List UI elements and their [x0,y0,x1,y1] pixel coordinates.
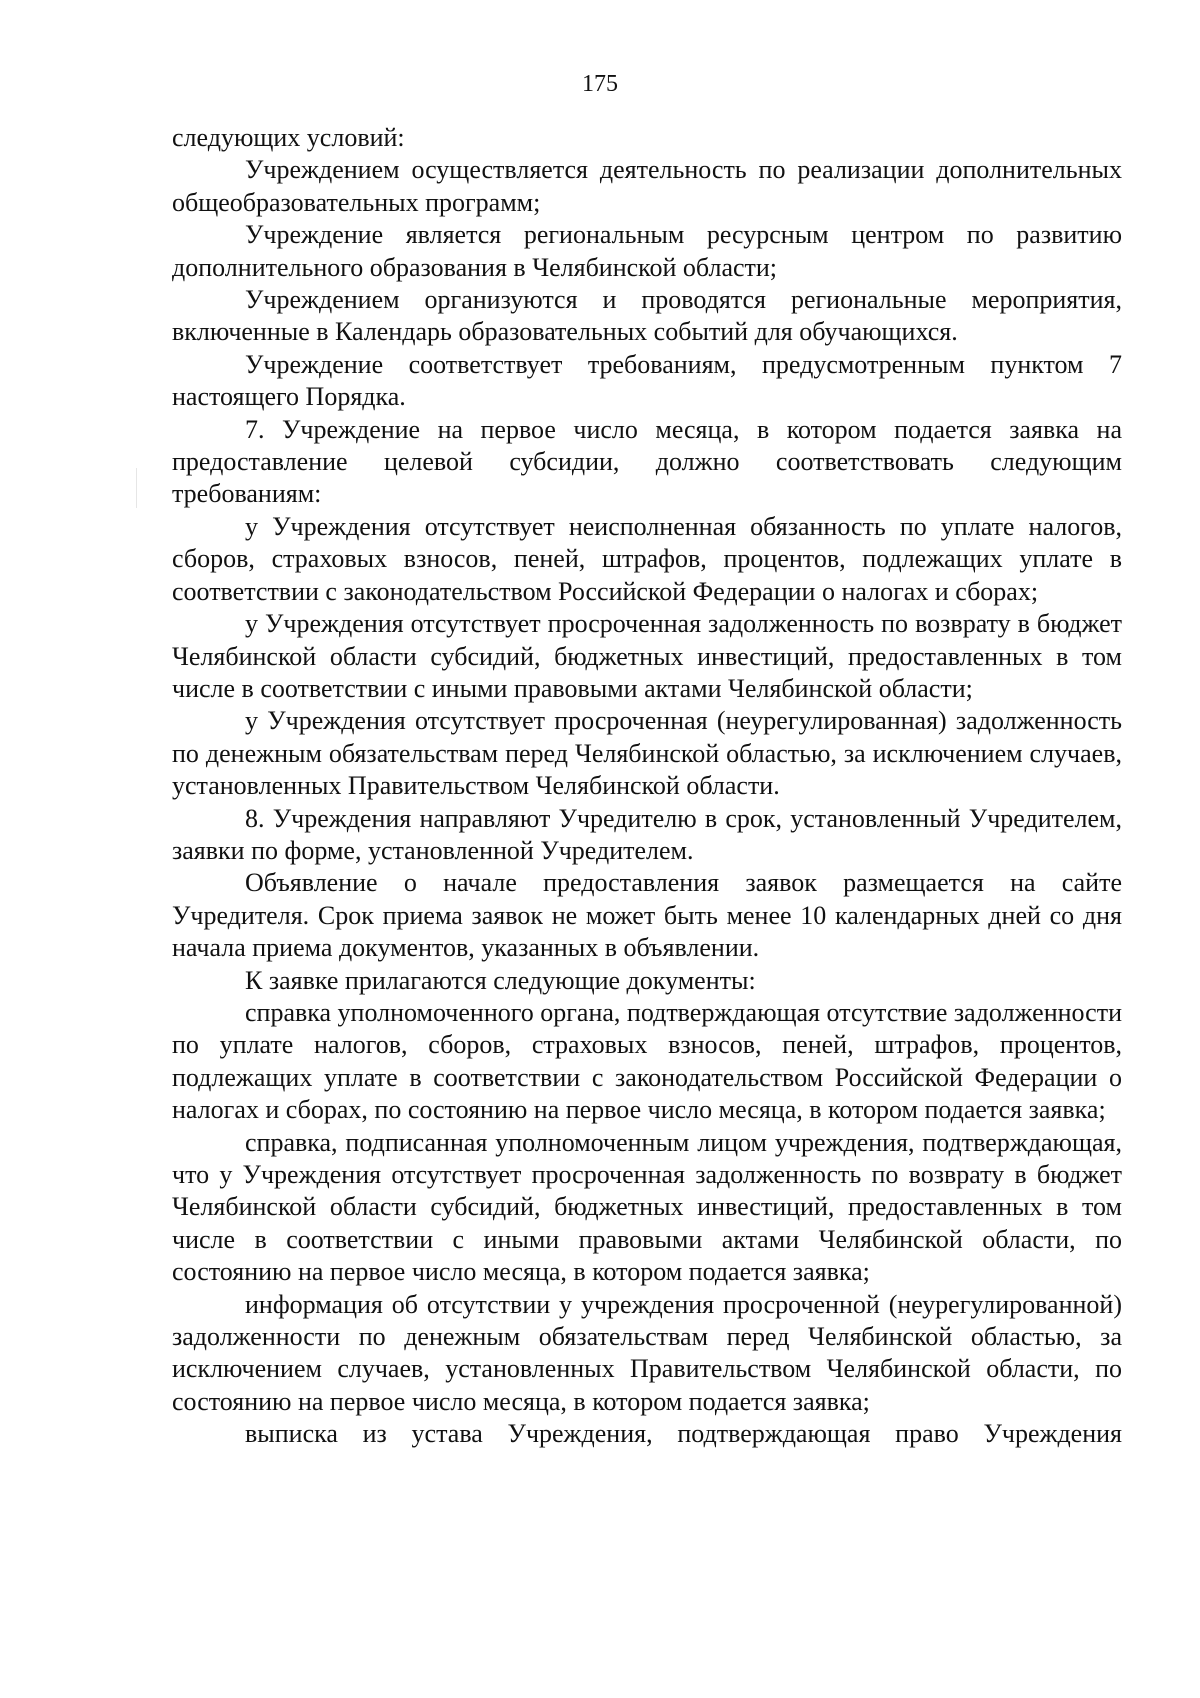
paragraph-continuation: следующих условий: [172,123,405,152]
paragraph-condition-programs: Учреждением осуществляется деятельность по реализации дополнительных общеобразовательных программ; [172,155,1122,217]
paragraph-document-tax-certificate: справка уполномоченного органа, подтверждающая отсутствие задолженности по уплате налогов, сборов, страховых взносов, пеней, штрафов, процентов, подлежащих уплате в соответствии с законодательством Российской Федерации о налогах и сборах, по состоянию на первое число месяца, в котором подается заявка; [172,997,1122,1125]
paragraph-condition-events: Учреждением организуются и проводятся региональные мероприятия, включенные в Календарь образовательных событий для обучающихся. [172,285,1122,347]
paragraph-documents-intro: К заявке прилагаются следующие документы: [245,965,756,995]
paragraph-document-signed-certificate: справка, подписанная уполномоченным лицом учреждения, подтверждающая, что у Учреждения отсутствует просроченная задолженность по возврату в бюджет Челябинской области субсидий, бюджетных инвестиций, предоставленных в том числе в соответствии с иными правовыми актами Челябинской области, по состоянию на первое число месяца, в котором подается заявка; [172,1127,1122,1287]
paragraph-document-charter-extract: выписка из устава Учреждения, подтверждающая право Учреждения [245,1419,1122,1449]
paragraph-requirement-taxes: у Учреждения отсутствует неисполненная обязанность по уплате налогов, сборов, страховых взносов, пеней, штрафов, процентов, подлежащих уплате в соответствии с законодательством Российской Федерации о налогах и сборах; [172,511,1122,606]
paragraph-condition-requirements: Учреждение соответствует требованиям, предусмотренным пунктом 7 настоящего Порядка. [172,349,1122,412]
paragraph-document-debt-information: информация об отсутствии у учреждения просроченной (неурегулированной) задолженности по денежным обязательствам перед Челябинской областью, за исключением случаев, установленных Правительством Челябинской области, по состоянию на первое число месяца, в котором подается заявка; [172,1289,1122,1416]
paragraph-item-8: 8. Учреждения направляют Учредителю в срок, установленный Учредителем, заявки по форме, установленной Учредителем. [172,803,1122,865]
paragraph-requirement-unsettled-debt: у Учреждения отсутствует просроченная (неурегулированная) задолженность по денежным обязательствам перед Челябинской областью, за исключением случаев, установленных Правительством Челябинской области. [172,706,1122,801]
paragraph-condition-resource-center: Учреждение является региональным ресурсным центром по развитию дополнительного образования в Челябинской области; [172,220,1122,282]
scan-artifact-line [136,468,137,508]
page-number: 175 [582,71,618,97]
paragraph-requirement-overdue-debt: у Учреждения отсутствует просроченная задолженность по возврату в бюджет Челябинской области субсидий, бюджетных инвестиций, предоставленных в том числе в соответствии с иными правовыми актами Челябинской области; [172,609,1122,703]
document-body [172,122,1122,1451]
paragraph-announcement: Объявление о начале предоставления заявок размещается на сайте Учредителя. Срок приема заявок не может быть менее 10 календарных дней со дня начала приема документов, указанных в объявлении. [172,868,1122,963]
paragraph-item-7: 7. Учреждение на первое число месяца, в котором подается заявка на предоставление целевой субсидии, должно соответствовать следующим требованиям: [172,414,1122,509]
